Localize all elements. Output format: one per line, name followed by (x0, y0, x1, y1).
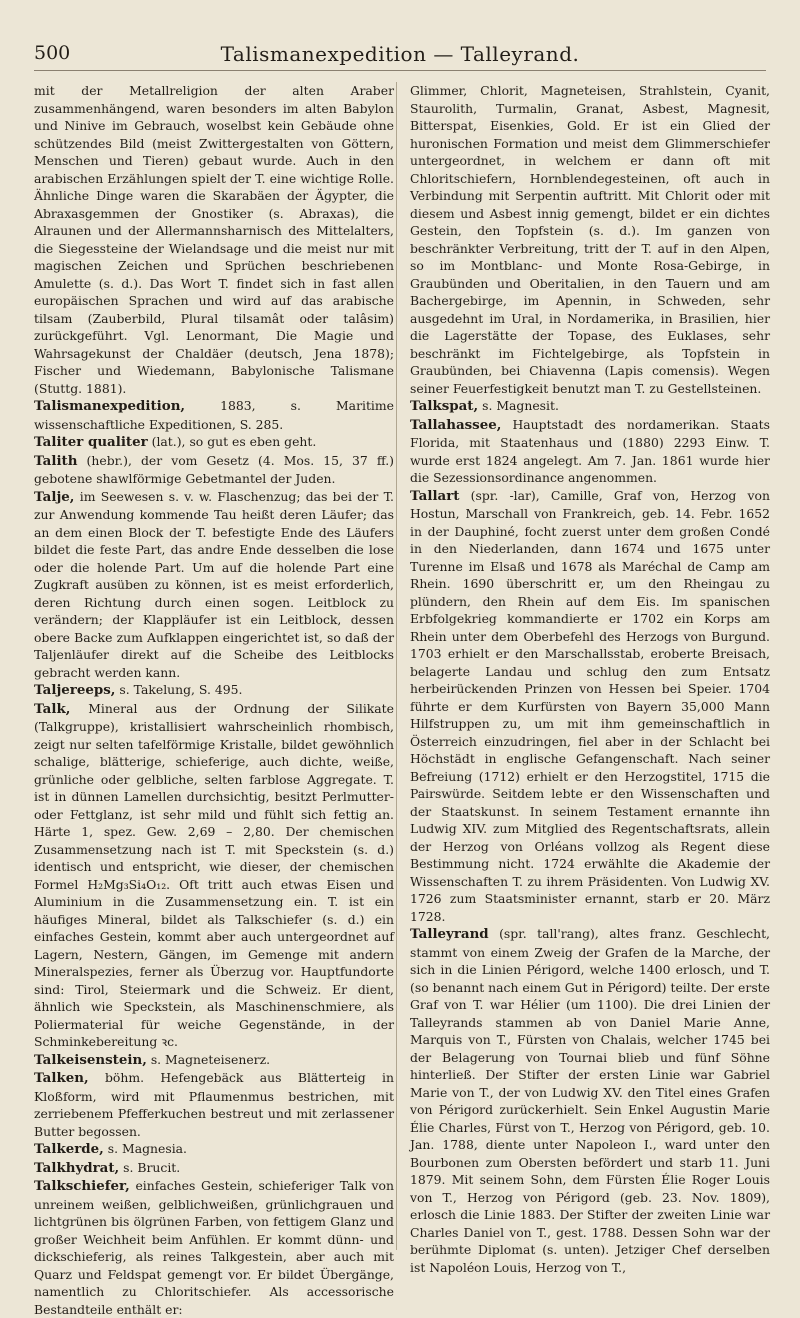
column-divider (396, 82, 397, 1250)
entry-text: mit der Metallreligion der alten Araber zusammenhängend, waren besonders im alten Babylon und Ninive im Gebrauch, woselbst kein Gebäude ohne schützendes Bild (meist Zwittergestalten von Göttern, Menschen und Tieren) gebaut wurde. Auch in den arabischen Erzählungen spielt der T. eine wichtige Rolle. Ähnliche Dinge waren die Skarabäen der Ägypter, die Abraxasgemmen der Gnostiker (s. Abraxas), die Alraunen und der Allermannsharnisch des Mittelalters, die Siegessteine der Wielandsage und die meist nur mit magischen Zeichen und Sprüchen beschriebenen Amulette (s. d.). Das Wort T. findet sich in fast allen europäischen Sprachen und wird auf das arabische tilsam (Zauberbild, Plural tilsamât oder talâsim) zurückgeführt. Vgl. Lenormant, Die Magie und Wahrsagekunst der Chaldäer (deutsch, Jena 1878); Fischer und Wiedemann, Babylonische Talismane (Stuttg. 1881). (34, 83, 394, 396)
dictionary-entry (34, 1140, 394, 1159)
entry-headword: Talk, (34, 700, 71, 717)
dictionary-entry (410, 416, 770, 487)
entry-headword: Talje, (34, 488, 75, 505)
dictionary-entry (34, 433, 394, 452)
entry-text: Glimmer, Chlorit, Magneteisen, Strahlstein, Cyanit, Staurolith, Turmalin, Granat, Asbest, Magnesit, Bitterspat, Eisenkies, Gold. Er ist ein Glied der huronischen Formation und meist dem Glimmerschiefer untergeordnet, in welchem er dann oft mit Chloritschiefern, Hornblendegesteinen, oft auch in Verbindung mit Serpentin auftritt. Mit Chlorit oder mit diesem und Asbest innig gemengt, bildet er ein dichtes Gestein, den Topfstein (s. d.). Im ganzen von beschränkter Verbreitung, tritt der T. auf in den Alpen, so im Montblanc- und Monte Rosa-Gebirge, in Graubünden und Oberitalien, in den Tauern und am Bachergebirge, im Apennin, in Schweden, sehr ausgedehnt im Ural, in Nordamerika, in Brasilien, hier die Lagerstätte der Topase, des Euklases, sehr beschränkt im Fichtelgebirge, als Topfstein in Graubünden, bei Chiavenna (Lapis comensis). Wegen seiner Feuerfestigkeit benutzt man T. zu Gestellsteinen. (410, 83, 770, 396)
entry-text: (spr. -lar), Camille, Graf von, Herzog von Hostun, Marschall von Frankreich, geb. 14. Febr. 1652 in der Dauphiné, focht zuerst unter dem großen Condé in den Niederlanden, dann 1674 und 1675 unter Turenne im Elsaß und 1678 als Maréchal de Camp am Rhein. 1690 überschritt er, um den Rheingau zu plündern, den Rhein auf dem Eis. Im spanischen Erbfolgekrieg kommandierte er 1702 ein Korps am Rhein unter dem Oberbefehl des Herzogs von Burgund. 1703 erhielt er den Marschallsstab, eroberte Breisach, belagerte Landau und schlug den zum Entsatz herbeirückenden Prinzen von Hessen bei Speier. 1704 führte er dem Kurfürsten von Bayern 35,000 Mann Hilfstruppen zu, um mit ihm gemeinschaftlich in Österreich einzudringen, fiel aber in der Schlacht bei Höchstädt in englische Gefangenschaft. Nach seiner Befreiung (1712) erhielt er den Herzogstitel, 1715 die Pairswürde. Seitdem lebte er den Wissenschaften und der Staatskunst. In seinem Testament ernannte ihn Ludwig XIV. zum Mitglied des Regentschaftsrats, allein der Herzog von Orléans vollzog als Regent diese Bestimmung nicht. 1724 erwählte die Akademie der Wissenschaften T. zu ihrem Präsidenten. Von Ludwig XV. 1726 zum Staatsminister ernannt, starb er 20. März 1728. (410, 487, 770, 924)
entry-headword: Tallahassee, (410, 416, 502, 433)
page-number: 500 (34, 42, 71, 64)
entry-text: böhm. Hefengebäck aus Blätterteig in Kloßform, wird mit Pflaumenmus bestrichen, mit zerriebenem Pfefferkuchen bestreut und mit zerlassener Butter begossen. (34, 1070, 394, 1139)
entry-headword: Talkspat, (410, 398, 479, 414)
dictionary-entry (34, 1051, 394, 1070)
dictionary-entry (34, 397, 394, 433)
entry-text: s. Magnesit. (482, 398, 559, 413)
entry-text: s. Magneteisenerz. (150, 1051, 271, 1067)
entry-text: s. Takelung, S. 495. (119, 682, 243, 697)
left-column (34, 82, 394, 1318)
dictionary-entry (410, 925, 770, 1276)
entry-headword: Tallart (410, 487, 460, 504)
dictionary-entry (34, 488, 394, 682)
entry-text: s. Brucit. (123, 1159, 181, 1175)
dictionary-entry (34, 700, 394, 1051)
entry-text: Mineral aus der Ordnung der Silikate (Talkgruppe), kristallisiert wahrscheinlich rhombisch, zeigt nur selten tafelförmige Kristalle, bildet gewöhnlich schalige, blätterige, schieferige, auch dichte, weiße, grünliche oder gelbliche, selten farblose Aggregate. T. ist in dünnen Lamellen durchsichtig, besitzt Perlmutter- oder Fettglanz, ist sehr mild und fühlt sich fettig an. Härte 1, spez. Gew. 2,69 – 2,80. Der chemischen Zusammensetzung nach ist T. mit Speckstein (s. d.) identisch und entspricht, wie dieser, der chemischen Formel H₂Mg₃Si₄O₁₂. Oft tritt auch etwas Eisen und Aluminium in die Zusammensetzung ein. T. ist ein häufiges Mineral, bildet als Talkschiefer (s. d.) ein einfaches Gestein, kommt aber auch untergeordnet auf Lagern, Nestern, Gängen, im Gemenge mit andern Mineralspezies, ferner als Überzug vor. Hauptfundorte sind: Tirol, Steiermark und die Schweiz. Er dient, ähnlich wie Speckstein, als Maschinenschmiere, als Poliermaterial für weiche Gegenstände, in der Schminkebereitung ꝛc. (34, 700, 394, 1049)
entry-headword: Talkschiefer, (34, 1178, 130, 1194)
entry-headword: Taljereeps, (34, 682, 116, 698)
page-header (34, 40, 766, 71)
entry-headword: Talkerde, (34, 1141, 104, 1157)
entry-text: 1883, s. Maritime wissenschaftliche Expeditionen, S. 285. (34, 398, 394, 432)
dictionary-entry (34, 82, 394, 397)
entry-headword: Talkeisenstein, (34, 1051, 147, 1068)
entry-text: im Seewesen s. v. w. Flaschenzug; das bei der T. zur Anwendung kommende Tau heißt deren Läufer; das an dem einen Block der T. befestigte Ende des Läufers bildet die feste Part, das andre Ende desselben die lose oder die holende Part. Um auf die holende Part eine Zugkraft ausüben zu können, ist es meist erforderlich, deren Richtung durch einen sogen. Leitblock zu verändern; der Klappläufer ist ein Leitblock, dessen obere Backe zum Aufklappen eingerichtet ist, so daß der Taljenläufer direkt auf die Scheibe des Leitblocks gebracht werden kann. (34, 488, 394, 680)
dictionary-entry (34, 1159, 394, 1178)
entry-text: Hauptstadt des nordamerikan. Staats Florida, mit Staatenhaus und (1880) 2293 Einw. T. wurde erst 1824 angelegt. Am 7. Jan. 1861 wurde hier die Sezessionsordinance angenommen. (410, 416, 770, 485)
entry-text: (lat.), so gut es eben geht. (151, 434, 317, 449)
dictionary-entry (34, 1069, 394, 1140)
dictionary-entry (410, 397, 770, 416)
dictionary-entry (34, 1177, 394, 1318)
dictionary-entry (34, 681, 394, 700)
entry-text: (hebr.), der vom Gesetz (4. Mos. 15, 37 ff.) gebotene shawlförmige Gebetmantel der Juden. (34, 452, 394, 486)
entry-headword: Talken, (34, 1070, 89, 1086)
running-title: Talismanexpedition — Talleyrand. (220, 42, 580, 66)
entry-text: einfaches Gestein, schieferiger Talk von unreinem weißen, gelblichweißen, grünlichgrauen und lichtgrünen bis ölgrünen Farben, von fettigem Glanz und großer Weichheit beim Anfühlen. Er kommt dünn- und dickschieferig, als reines Talkgestein, aber auch mit Quarz und Feldspat gemengt vor. Er bildet Übergänge, namentlich zu Chloritschiefer. Als accessorische Bestandteile enthält er: (34, 1178, 394, 1317)
dictionary-entry (410, 487, 770, 926)
right-column (410, 82, 770, 1276)
entry-text: s. Magnesia. (107, 1141, 187, 1156)
dictionary-entry (410, 82, 770, 397)
entry-text: (spr. tall'rang), altes franz. Geschlecht, stammt von einem Zweig der Grafen de la Marche, der sich in die Linien Périgord, welche 1400 erlosch, und T. (so benannt nach einem Gut in Périgord) teilte. Der erste Graf von T. war Hélier (um 1100). Die drei Linien der Talleyrands stammen ab von Daniel Marie Anne, Marquis von T., Fürsten von Chalais, welcher 1745 bei der Belagerung von Tournai blieb und fünf Söhne hinterließ. Der Stifter der ersten Linie war Gabriel Marie von T., der von Ludwig XV. den Titel eines Grafen von Périgord zurückerhielt. Sein Enkel Augustin Marie Élie Charles, Fürst von T., Herzog von Périgord, geb. 10. Jan. 1788, diente unter Napoleon I., ward unter den Bourbonen zum Obersten befördert und starb 11. Juni 1879. Mit seinem Sohn, dem Fürsten Élie Roger Louis von T., Herzog von Périgord (geb. 23. Nov. 1809), erlosch die Linie 1883. Der Stifter der zweiten Linie war Charles Daniel von T., gest. 1788. Dessen Sohn war der berühmte Diplomat (s. unten). Jetziger Chef derselben ist Napoléon Louis, Herzog von T., (410, 926, 770, 1275)
entry-headword: Talkhydrat, (34, 1159, 120, 1176)
entry-headword: Talleyrand (410, 926, 489, 942)
entry-headword: Talith (34, 452, 78, 469)
entry-headword: Taliter qualiter (34, 434, 148, 450)
dictionary-entry (34, 452, 394, 488)
entry-headword: Talismanexpedition, (34, 398, 186, 414)
